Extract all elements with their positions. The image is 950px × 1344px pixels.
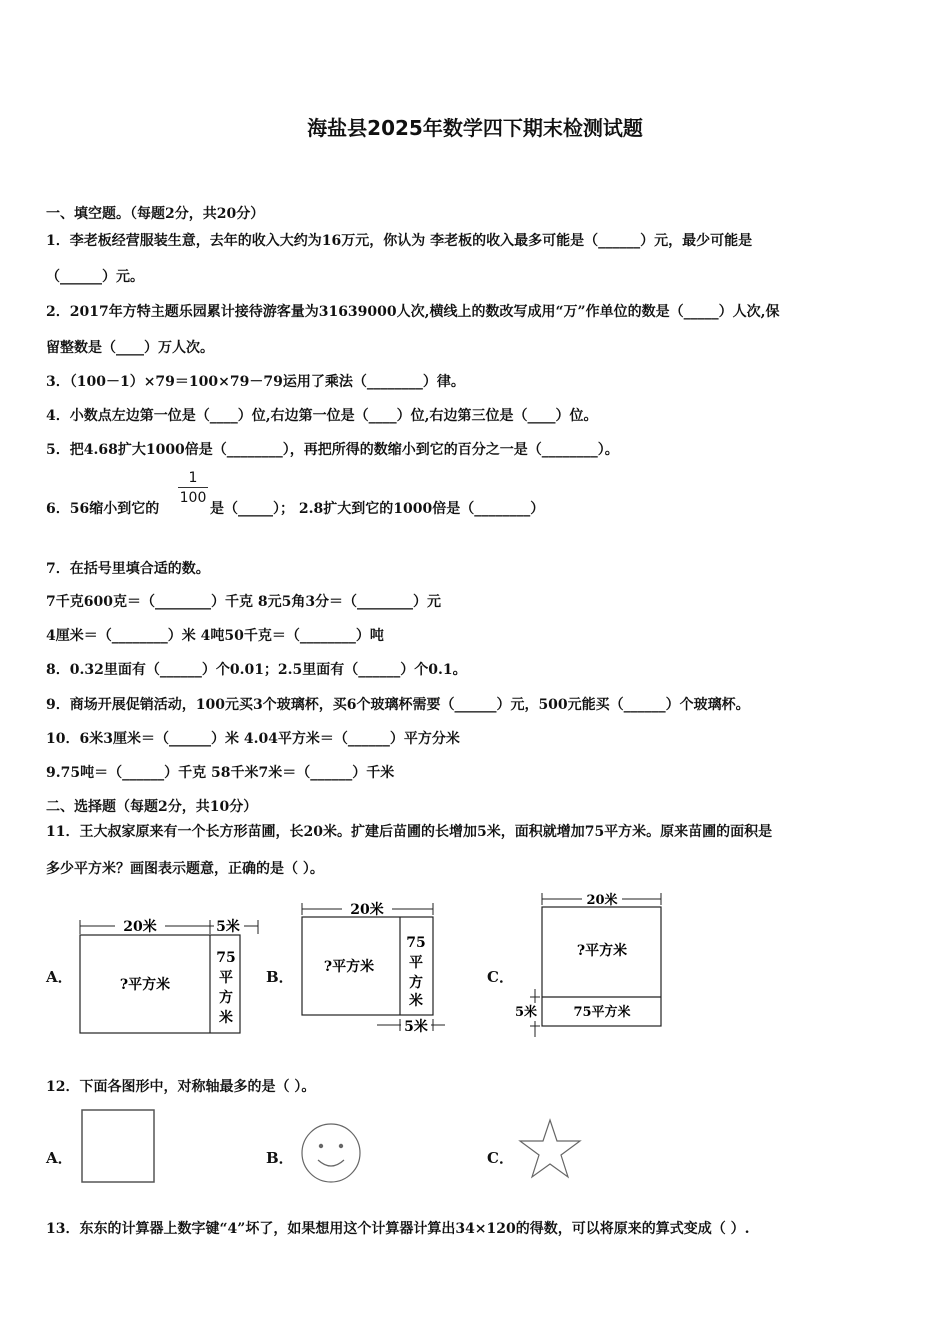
question-9: 9．商场开展促销活动，100元买3个玻璃杯，买6个玻璃杯需要（______）元，500元能买（______）个玻璃杯。 <box>46 697 750 713</box>
question-7: 7．在括号里填合适的数。 <box>46 561 210 577</box>
question-6-part2: 是（_____）； 2.8扩大到它的1000倍是（________） <box>210 501 545 517</box>
added-area-label: 75平方米 <box>573 1005 631 1020</box>
fraction-denominator: 100 <box>179 490 207 506</box>
page-title: 海盐县2025年数学四下期末检测试题 <box>307 116 643 140</box>
question-13: 13．东东的计算器上数字键“4”坏了，如果想用这个计算器计算出34×120的得数，可以将原来的算式变成（ ）. <box>46 1221 750 1237</box>
unknown-area-label: ?平方米 <box>323 959 375 975</box>
added-area-label-4: 米 <box>409 993 423 1009</box>
q11-option-b-label[interactable]: B． <box>266 968 294 986</box>
question-3: 3．（100－1）×79＝100×79－79运用了乘法（________）律。 <box>46 374 465 390</box>
bottom-length-label: 5米 <box>404 1019 428 1035</box>
added-area-label-3: 方 <box>409 975 423 991</box>
question-7-b: 4厘米＝（________）米 4吨50千克＝（________）吨 <box>46 628 384 644</box>
q12-option-c-label[interactable]: C． <box>487 1149 514 1167</box>
question-10-line1: 10．6米3厘米＝（______）米 4.04平方米＝（______）平方分米 <box>46 731 460 747</box>
q11-option-b-diagram <box>297 897 457 1037</box>
question-5: 5．把4.68扩大1000倍是（________），再把所得的数缩小到它的百分之一是（________）。 <box>46 442 619 458</box>
q11-option-c-label[interactable]: C． <box>487 968 514 986</box>
question-11-line1: 11．王大叔家原来有一个长方形苗圃，长20米。扩建后苗圃的长增加5米，面积就增加75平方米。原来苗圃的面积是 <box>46 824 773 840</box>
unknown-area-label: ?平方米 <box>119 977 171 993</box>
section2-heading: 二、选择题（每题2分，共10分） <box>46 799 258 815</box>
star-figure <box>518 1118 582 1182</box>
added-area-label-4: 米 <box>219 1010 233 1026</box>
question-6-part1: 6．56缩小到它的 <box>46 501 160 517</box>
top-length-label: 20米 <box>123 919 157 935</box>
question-6-fraction <box>178 470 208 506</box>
square-figure <box>80 1108 156 1184</box>
question-7-a: 7千克600克＝（________）千克 8元5角3分＝（________）元 <box>46 594 442 610</box>
q11-option-a-label[interactable]: A． <box>46 968 73 986</box>
side-length-label: 5米 <box>514 1005 538 1020</box>
question-10-line2: 9.75吨＝（______）千克 58千米7米＝（______）千米 <box>46 765 395 781</box>
side-length-label: 5米 <box>216 919 240 935</box>
question-2-line2: 留整数是（____）万人次。 <box>46 340 214 356</box>
unknown-area-label: ?平方米 <box>576 943 628 959</box>
question-1-line2: （______）元。 <box>46 269 144 285</box>
question-8: 8．0.32里面有（______）个0.01；2.5里面有（______）个0.1。 <box>46 662 467 678</box>
added-area-label-2: 平 <box>219 970 233 986</box>
q12-option-a-label[interactable]: A． <box>46 1149 73 1167</box>
smiley-face-figure <box>300 1122 362 1184</box>
question-4: 4．小数点左边第一位是（____）位,右边第一位是（____）位,右边第三位是（____）位。 <box>46 408 598 424</box>
question-1-line1: 1．李老板经营服装生意，去年的收入大约为16万元，你认为 李老板的收入最多可能是（______）元，最少可能是 <box>46 233 753 249</box>
top-length-label: 20米 <box>350 902 384 918</box>
question-2-line1: 2．2017年方特主题乐园累计接待游客量为31639000人次,横线上的数改写成用“万”作单位的数是（_____）人次,保 <box>46 304 780 320</box>
added-area-label-2: 平 <box>409 955 423 971</box>
section1-heading: 一、填空题。（每题2分，共20分） <box>46 206 265 222</box>
added-area-label-3: 方 <box>219 990 233 1006</box>
question-11-line2: 多少平方米？画图表示题意，正确的是（ ）。 <box>46 861 324 877</box>
q11-option-c-diagram <box>512 889 672 1041</box>
added-area-label-1: 75 <box>216 950 236 966</box>
fraction-numerator: 1 <box>178 470 208 488</box>
top-length-label: 20米 <box>586 893 618 908</box>
question-12: 12．下面各图形中，对称轴最多的是（ ）。 <box>46 1079 316 1095</box>
q12-option-b-label[interactable]: B． <box>266 1149 294 1167</box>
added-area-label-1: 75 <box>406 935 426 951</box>
q11-option-a-diagram <box>75 912 265 1040</box>
